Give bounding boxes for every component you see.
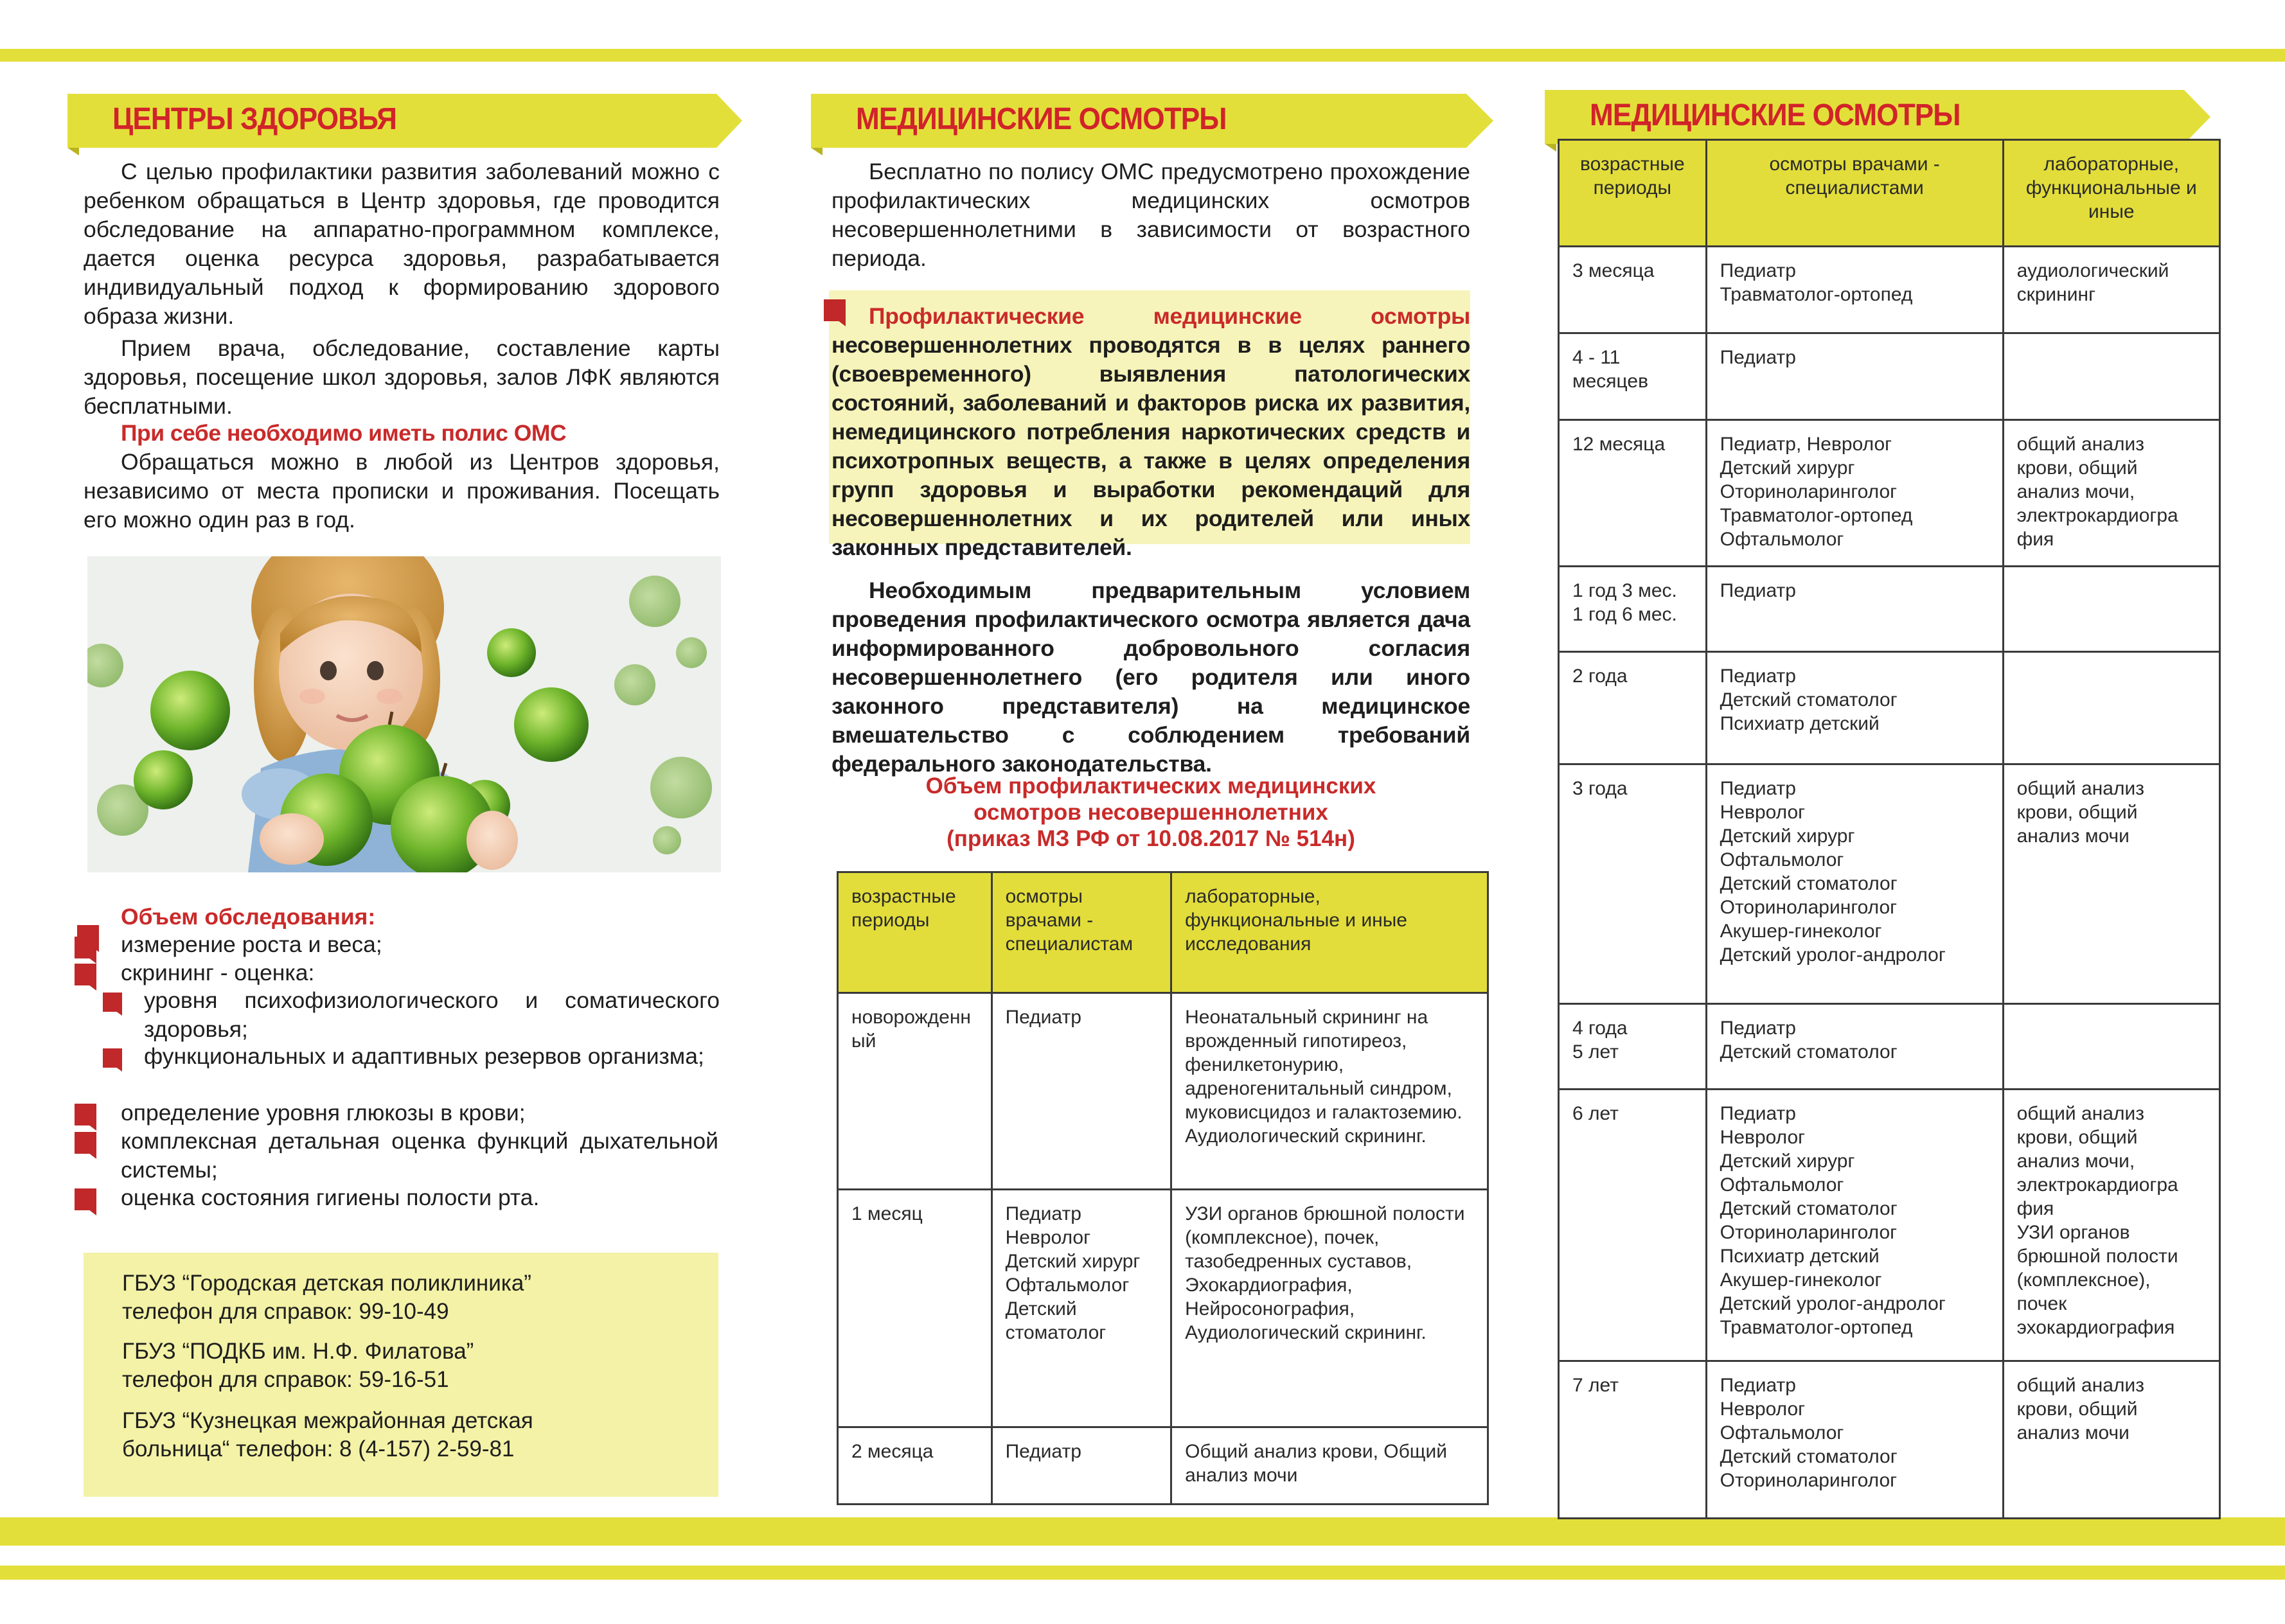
right-heading-banner [1545,90,2213,144]
lab-line: (комплексное), [2016,1269,2151,1291]
doctor: Оториноларинголог [1720,481,1898,502]
cell-doctors [1706,567,2003,652]
cell-doctors [1706,1090,2003,1361]
cell-doctors [1706,247,2003,333]
doctor: Детский стоматолог [1720,1446,1898,1467]
health-center-paragraph-2: Прием врача, обследование, составление карты здоровья, посещение школ здоровья, залов ЛФК являются бесплатными. [84,335,720,419]
cell-labs [2003,567,2219,652]
table-row [1559,1004,2220,1090]
cell-labs [2003,420,2219,567]
th-labs: лабораторные, функциональные и иные [2003,140,2219,247]
lab-line: УЗИ органов [2016,1222,2130,1243]
doctor: Офтальмолог [1720,1174,1844,1196]
cell-age [1559,1090,1707,1361]
oms-paragraph: Бесплатно по полису ОМС предусмотрено прохождение профилактических медицинских осмотров несовершеннолетними в зависимости от возрастного периода. [831,159,1470,271]
bullet-flag-icon [75,937,96,962]
doctor: Невролог [1720,1127,1806,1148]
doctor: Детский хирург [1720,825,1855,847]
cell-labs [2003,247,2219,333]
cell-doctors [1706,420,2003,567]
table-title-line: осмотров несовершеннолетних [974,800,1328,825]
lab-line: эхокардиография [2016,1317,2175,1338]
age-line: 5 лет [1572,1041,1619,1063]
lab-line: крови, общий [2016,457,2138,479]
cell-age: новорожденный [838,993,992,1190]
lab-line: общий анализ [2016,1375,2144,1396]
left-heading-banner [67,94,745,148]
contact-phone: телефон для справок: 99-10-49 [122,1299,449,1324]
doctor: Офтальмолог [1005,1275,1130,1296]
cell-age [1559,764,1707,1004]
cell-age [1559,652,1707,764]
table-row [1559,333,2220,420]
doctor: Оториноларинголог [1720,897,1898,918]
doctor: Психиатр детский [1720,1246,1880,1267]
lab-line: аудиологический [2016,260,2169,281]
cell-labs: Общий анализ крови, Общий анализ мочи [1171,1427,1488,1505]
lab-line: анализ мочи [2016,1422,2129,1443]
lab-line: общий анализ [2016,434,2144,455]
doctor: Педиатр [1720,260,1796,281]
bullet-flag-icon [75,1188,96,1214]
doctor: Травматолог-ортопед [1720,505,1913,526]
exam-item: скрининг - оценка: [121,960,315,985]
contacts-box [84,1253,718,1497]
table-row [1559,247,2220,333]
exams-table-ages [1558,139,2221,1519]
contact-name: ГБУЗ “Кузнецкая межрайонная детская [122,1408,533,1433]
doctor: Педиатр [1720,1375,1796,1396]
doctor: Психиатр детский [1720,713,1880,734]
doctor: Детский стоматолог [1720,689,1898,710]
age-line: 2 года [1572,666,1628,687]
bottom-stripe-thin [0,1566,2285,1580]
cell-age [1559,1361,1707,1519]
lab-line: анализ мочи [2016,825,2129,847]
th-age: возрастные периоды [838,872,992,993]
cell-labs [2003,1361,2219,1519]
exam-item: функциональных и адаптивных резервов организма; [144,1043,704,1069]
exam-item: комплексная детальная оценка функций дыхательной системы; [121,1128,718,1183]
exam-item: определение уровня глюкозы в крови; [121,1100,526,1125]
cell-doctors [1706,1004,2003,1090]
cell-doctors [1706,764,2003,1004]
lab-line: фия [2016,1198,2054,1219]
bullet-flag-icon [75,1132,96,1158]
doctor: Детский уролог-андролог [1720,944,1946,966]
doctor: Невролог [1005,1227,1091,1248]
doctor: Офтальмолог [1720,849,1844,870]
doctor: Детский стоматолог [1720,1198,1898,1219]
lab-line: крови, общий [2016,802,2138,823]
lab-line: крови, общий [2016,1127,2138,1148]
lab-line: брюшной полости [2016,1246,2178,1267]
doctor: Педиатр [1720,666,1796,687]
lab-line: почек [2016,1293,2067,1314]
middle-heading-banner [811,94,1497,148]
cell-age [1559,567,1707,652]
age-line: 6 лет [1572,1103,1619,1124]
cell-doctors [991,1190,1171,1427]
exams-table-newborn [837,871,1489,1505]
doctor: Офтальмолог [1720,1422,1844,1443]
doctor: Невролог [1720,1399,1806,1420]
consent-paragraph: Необходимым предварительным условием проведения профилактического осмотра является дача информированного добровольного согласия несовершеннолетнего (его родителя или иного законного представителя) на медицинское вмешательство с соблюдением требований федерального законодательства. [831,578,1470,777]
left-heading: ЦЕНТРЫ ЗДОРОВЬЯ [112,102,397,136]
doctor: Акушер-гинеколог [1720,921,1882,942]
contact-phone: больница“ телефон: 8 (4-157) 2-59-81 [122,1436,515,1461]
table-row [1559,567,2220,652]
exam-item: измерение роста и веса; [121,931,382,957]
cell-doctors [1706,652,2003,764]
th-doctors: осмотры врачами - специалистам [991,872,1171,993]
doctor: Детский хирург [1720,1151,1855,1172]
bottom-stripe-thick [0,1517,2285,1546]
doctor: Детский стоматолог [1720,873,1898,894]
doctor: Педиатр [1005,1441,1081,1462]
th-doctors: осмотры врачами - специалистами [1706,140,2003,247]
right-heading: МЕДИЦИНСКИЕ ОСМОТРЫ [1590,98,1960,132]
doctor: Офтальмолог [1720,529,1844,550]
doctor: Акушер-гинеколог [1720,1269,1882,1291]
table-title [831,773,1470,852]
doctor: Педиатр [1720,778,1796,799]
highlight-text: несовершеннолетних проводятся в в целях раннего (своевременного) выявления патологических состояний, заболеваний и факторов риска их развития, немедицинского потребления наркотических средств и психотропных веществ, а также в целях определения групп здоровья и выработки рекомендаций для несовершеннолетних и их родителей или иных законных представителей. [831,332,1470,560]
doctor: Педиатр, Невролог [1720,434,1892,455]
bullet-flag-icon [75,964,96,989]
cell-doctors [991,993,1171,1190]
doctor: Детский уролог-андролог [1720,1293,1946,1314]
age-line: 12 месяца [1572,434,1666,455]
cell-labs [2003,1090,2219,1361]
contact-phone: телефон для справок: 59-16-51 [122,1367,449,1392]
th-age: возрастные периоды [1559,140,1707,247]
top-stripe [0,49,2285,62]
age-line: месяцев [1572,371,1649,392]
lab-line: электрокардиогра [2016,1174,2178,1196]
lab-line: общий анализ [2016,1103,2144,1124]
bullet-flag-icon [75,1104,96,1129]
doctor: Детский хирург [1005,1251,1141,1272]
doctor: Оториноларинголог [1720,1470,1898,1491]
cell-doctors [1706,333,2003,420]
lab-line: анализ мочи, [2016,1151,2135,1172]
cell-age [1559,420,1707,567]
health-center-paragraph-3: Обращаться можно в любой из Центров здоровья, независимо от места прописки и проживания. Посещать его можно один раз в год. [84,449,720,533]
doctor: Оториноларинголог [1720,1222,1898,1243]
doctor: Детский хирург [1720,457,1855,479]
cell-age: 2 месяца [838,1427,992,1505]
exam-title: Объем обследования: [121,904,376,930]
contact-name: ГБУЗ “Городская детская поликлиника” [122,1271,531,1296]
doctor: Детский стоматолог [1720,1041,1898,1063]
cell-labs: Неонатальный скрининг на врожденный гипотиреоз, фенилкетонурию, адреногенитальный синдром, муковисцидоз и галактоземию. Аудиологический скрининг. [1171,993,1488,1190]
doctor: Травматолог-ортопед [1720,284,1913,305]
middle-heading: МЕДИЦИНСКИЕ ОСМОТРЫ [856,102,1227,136]
bullet-flag-icon [103,993,125,1018]
doctor: Травматолог-ортопед [1720,1317,1913,1338]
exam-item: оценка состояния гигиены полости рта. [121,1185,540,1210]
doctor: Педиатр [1720,1103,1796,1124]
table-row [1559,764,2220,1004]
age-line: 4 - 11 [1572,347,1621,368]
bullet-flag-icon [103,1048,125,1074]
table-row [1559,1090,2220,1361]
doctor: Педиатр [1005,1007,1081,1028]
highlight-lead: Профилактические медицинские осмотры [869,303,1470,329]
table-row [1559,1361,2220,1519]
cell-age [1559,333,1707,420]
cell-age [1559,247,1707,333]
doctor: Педиатр [1720,580,1796,601]
lab-line: общий анализ [2016,778,2144,799]
health-center-paragraph-1: С целью профилактики развития заболеваний можно с ребенком обращаться в Центр здоровья, где проводится обследование на аппаратно-программном комплексе, дается оценка ресурса здоровья, разрабатывается индивидуальный подход к формированию здорового образа жизни. [84,159,720,329]
cell-age [1559,1004,1707,1090]
cell-age: 1 месяц [838,1190,992,1427]
cell-doctors [1706,1361,2003,1519]
table-row [1559,652,2220,764]
highlight-paragraph [831,302,1470,562]
contact-name: ГБУЗ “ПОДКБ им. Н.Ф. Филатова” [122,1339,474,1364]
cell-labs [2003,333,2219,420]
exam-item: уровня психофизиологического и соматического здоровья; [144,987,720,1042]
age-line: 3 года [1572,778,1628,799]
age-line: 1 год 6 мес. [1572,604,1677,625]
table-title-line: Объем профилактических медицинских [925,773,1376,799]
doctor: Детский стоматолог [1005,1298,1107,1343]
lab-line: анализ мочи, [2016,481,2135,502]
cell-labs [2003,1004,2219,1090]
cell-labs [2003,652,2219,764]
table-title-line: (приказ МЗ РФ от 10.08.2017 № 514н) [947,826,1355,851]
lab-line: фия [2016,529,2054,550]
doctor: Педиатр [1720,347,1796,368]
cell-doctors [991,1427,1171,1505]
age-line: 7 лет [1572,1375,1619,1396]
table-row [1559,420,2220,567]
lab-line: электрокардиогра [2016,505,2178,526]
oms-note: При себе необходимо иметь полис ОМС [121,420,567,446]
doctor: Невролог [1720,802,1806,823]
doctor: Педиатр [1720,1018,1796,1039]
age-line: 1 год 3 мес. [1572,580,1677,601]
doctor: Педиатр [1005,1203,1081,1224]
cell-labs [2003,764,2219,1004]
child-with-apples-image [87,556,721,872]
lab-line: скрининг [2016,284,2096,305]
cell-labs: УЗИ органов брюшной полости (комплексное), почек, тазобедренных суставов, Эхокардиография, Нейросонография, Аудиологический скрининг. [1171,1190,1488,1427]
th-labs: лабораторные, функциональные и иные исследования [1171,872,1488,993]
age-line: 3 месяца [1572,260,1655,281]
age-line: 4 года [1572,1018,1628,1039]
lab-line: крови, общий [2016,1399,2138,1420]
